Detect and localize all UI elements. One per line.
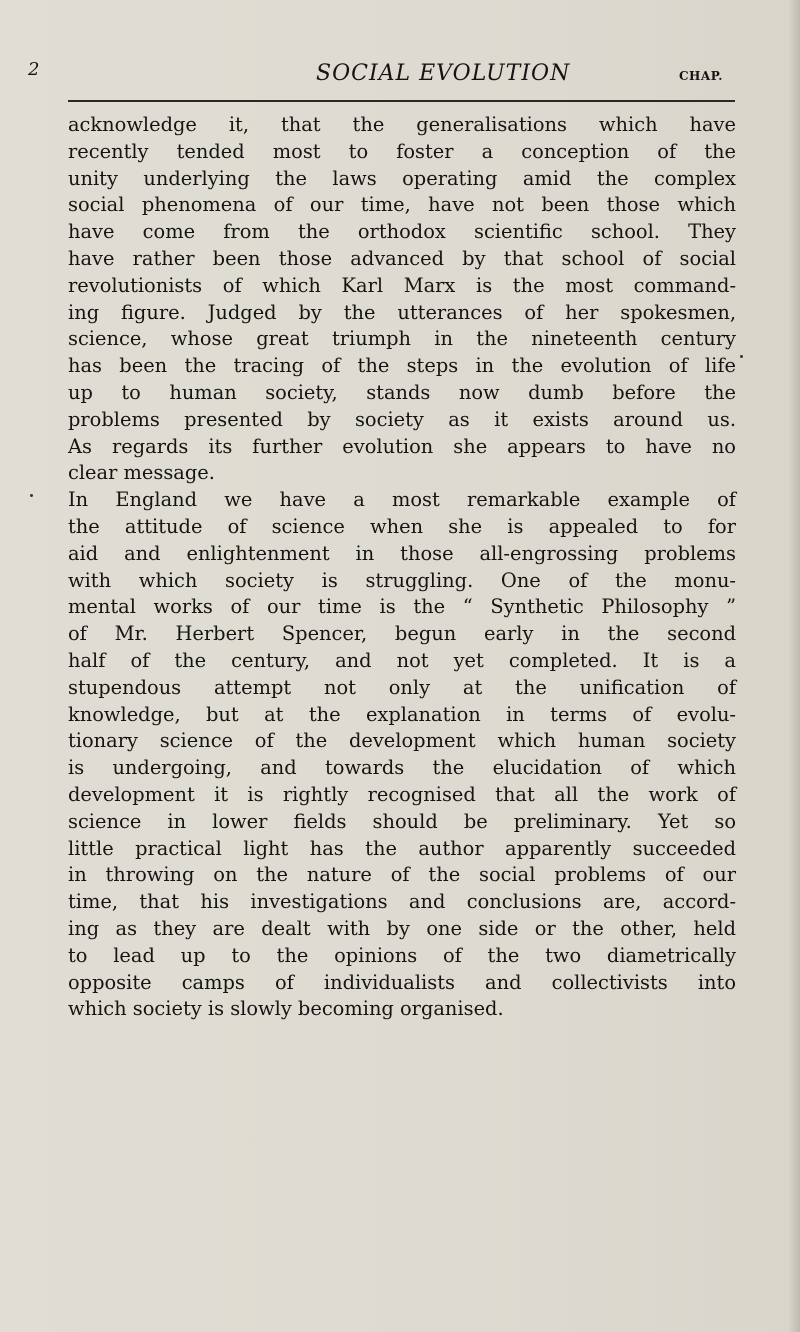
text-line: acknowledge it, that the generalisations which have (68, 113, 736, 136)
header-rule (68, 100, 735, 102)
text-line: up to human society, stands now dumb before the (68, 380, 736, 404)
text-line: problems presented by society as it exists around us. (68, 407, 736, 431)
text-line: development it is rightly recognised that all the work of (68, 782, 736, 806)
page-number: 2 (28, 59, 40, 80)
page-edge-shadow (788, 0, 800, 1332)
text-line: tionary science of the development which human society (68, 729, 736, 753)
text-line: to lead up to the opinions of the two diametrically (68, 943, 736, 967)
print-speck (30, 494, 33, 497)
text-line: ing as they are dealt with by one side or the other, held (68, 916, 736, 940)
paragraph-end-line: clear message. (68, 461, 215, 485)
body-text (68, 112, 736, 1023)
print-speck (740, 355, 743, 358)
text-line: recently tended most to foster a conception of the (68, 139, 736, 163)
text-line: social phenomena of our time, have not been those which (68, 193, 736, 217)
text-line: with which society is struggling. One of the monu- (68, 568, 736, 592)
text-line: science in lower fields should be preliminary. Yet so (68, 809, 736, 833)
text-line: ing figure. Judged by the utterances of her spokesmen, (68, 300, 736, 324)
text-line: unity underlying the laws operating amid the complex (68, 166, 736, 190)
text-line: opposite camps of individualists and collectivists into (68, 970, 736, 994)
text-line: time, that his investigations and conclusions are, accord- (68, 890, 736, 914)
paragraph-first-line: In England we have a most remarkable example of (68, 488, 736, 512)
text-line: has been the tracing of the steps in the evolution of life (68, 354, 736, 378)
text-line: aid and enlightenment in those all-engrossing problems (68, 541, 736, 565)
text-line: revolutionists of which Karl Marx is the most command- (68, 273, 736, 297)
text-line: is undergoing, and towards the elucidation of which (68, 756, 736, 780)
text-line: have rather been those advanced by that school of social (68, 246, 736, 270)
text-line: have come from the orthodox scientific school. They (68, 220, 736, 244)
text-line: stupendous attempt not only at the unification of (68, 675, 736, 699)
text-line: mental works of our time is the “ Synthetic Philosophy ” (68, 595, 736, 619)
text-line: half of the century, and not yet completed. It is a (68, 648, 736, 672)
text-line: science, whose great triumph in the nineteenth century (68, 327, 736, 351)
text-line: As regards its further evolution she appears to have no (68, 434, 736, 458)
text-line: the attitude of science when she is appealed to for (68, 514, 736, 538)
text-line: little practical light has the author apparently succeeded (68, 836, 736, 860)
text-line: knowledge, but at the explanation in terms of evolu- (68, 702, 736, 726)
chapter-mark: CHAP. (679, 69, 723, 83)
paragraph-end-line: which society is slowly becoming organised. (68, 997, 504, 1021)
running-title: SOCIAL EVOLUTION (316, 61, 571, 86)
text-line: of Mr. Herbert Spencer, begun early in the second (68, 622, 736, 646)
text-line: in throwing on the nature of the social problems of our (68, 863, 736, 887)
